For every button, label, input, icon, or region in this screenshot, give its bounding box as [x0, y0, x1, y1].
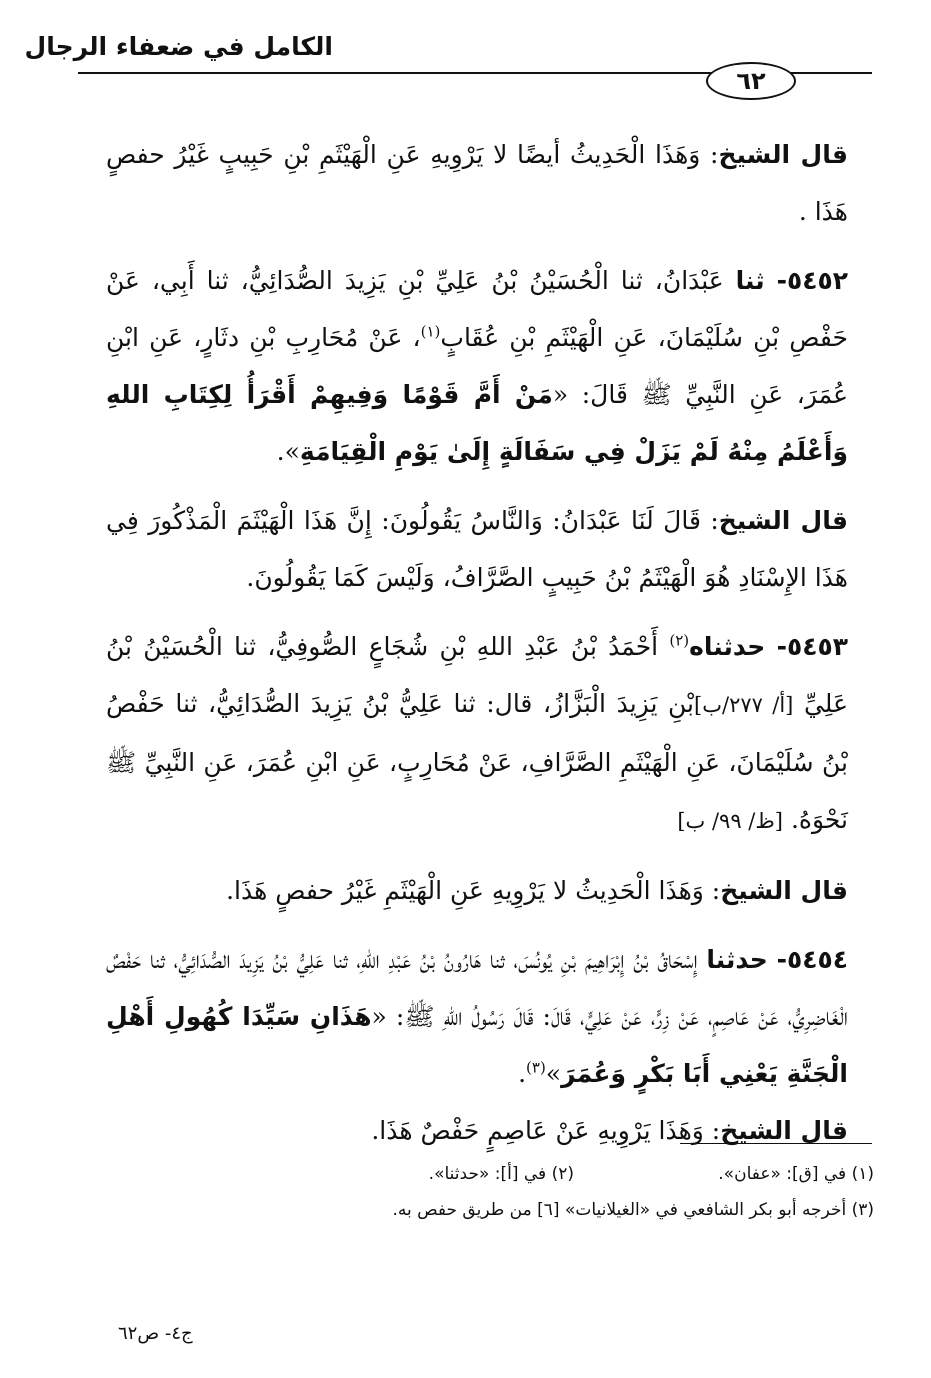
paragraph-text: : وَهَذَا الْحَدِيثُ لا يَرْوِيهِ عَنِ الْهَيْثَمِ غَيْرُ حفصٍ هَذَا. — [226, 876, 721, 905]
hadith-number: ٥٤٥٢- — [776, 266, 848, 295]
footnote-separator — [680, 1143, 872, 1144]
footnote-2: (٢) في [أ]: «حدثنا». — [428, 1164, 574, 1184]
hadith-matn: هَذَانِ سَيِّدَا كُهُولِ أَهْلِ الْجَنَّةِ يَعْنِي أَبَا بَكْرٍ وَعُمَرَ — [106, 1002, 848, 1088]
paragraph-text: : وَهَذَا الْحَدِيثُ أيضًا لا يَرْوِيهِ عَنِ الْهَيْثَمِ بْنِ حَبِيبٍ غَيْرُ حفصٍ هَذَا . — [106, 140, 848, 226]
isnad-text: أَحْمَدُ بْنُ عَبْدِ اللهِ بْنِ شُجَاعٍ الصُّوفِيُّ، ثنا الْحُسَيْنُ بْنُ عَلِيِّ — [106, 632, 848, 718]
closing-quote: ». — [276, 437, 300, 466]
speaker-label: قال الشيخ — [720, 876, 848, 905]
footnote-mark-1: (١) — [420, 322, 441, 341]
isnad-text-cont: ، عَنْ مُحَارِبِ بْنِ دثَارٍ، عَنِ ابْنِ عُمَرَ، عَنِ النَّبِيِّ ﷺ قَالَ: « — [106, 323, 848, 409]
paragraph-7 — [106, 1102, 848, 1159]
paragraph-hadith-5452 — [106, 252, 848, 480]
volume-page-marker: ج٤- ص٦٢ — [118, 1323, 193, 1344]
paragraph-text: : قَالَ لَنَا عَبْدَانُ: وَالنَّاسُ يَقُولُونَ: إِنَّ هَذَا الْهَيْثَمَ الْمَذْكُورَ فِي هَذَا الإِسْنَادِ هُوَ الْهَيْثَمُ بْنُ حَبِيبٍ الصَّرَّافُ، وَلَيْسَ كَمَا يَقُولُونَ. — [106, 506, 848, 592]
paragraph-3 — [106, 492, 848, 606]
hadith-number: ٥٤٥٤- — [776, 945, 848, 974]
hadith-matn: مَنْ أَمَّ قَوْمًا وَفِيهِمْ أَقْرَأُ لِكِتَابِ اللهِ وَأَعْلَمُ مِنْهُ لَمْ يَزَلْ فِي سَفَالَةٍ إِلَىٰ يَوْمِ الْقِيَامَةِ — [106, 380, 848, 466]
speaker-label: قال الشيخ — [720, 1116, 848, 1145]
manuscript-folio-ref-2: [ظ/ ٩٩/ ب] — [677, 809, 783, 833]
isnad-text: عَبْدَانُ، ثنا الْحُسَيْنُ بْنُ عَلِيِّ بْنِ يَزِيدَ الصُّدَائِيُّ، ثنا أَبِي، عَنْ حَفْصِ بْنِ سُلَيْمَانَ، عَنِ الْهَيْثَمِ بْنِ عُقَابٍ — [106, 266, 848, 352]
body-text — [106, 126, 848, 1159]
hadith-number: ٥٤٥٣- — [776, 632, 848, 661]
manuscript-folio-ref: [أ/ ٢٧٧/ب] — [694, 693, 794, 717]
speaker-label: قال الشيخ — [718, 140, 848, 169]
page-number: ٦٢ — [706, 62, 796, 100]
running-title: الكامل في ضعفاء الرجال — [24, 32, 333, 61]
paragraph-hadith-5453 — [106, 618, 848, 850]
isnad-text-cont: بْنِ يَزِيدَ الْبَزَّازُ، قال: ثنا عَلِيُّ بْنُ يَزِيدَ الصُّدَائِيُّ، ثنا حَفْصُ بْنُ سُلَيْمَانَ، عَنِ الْهَيْثَمِ الصَّرَّافِ، عَنْ مُحَارِبٍ، عَنِ ابْنِ عُمَرَ، عَنِ النَّبِيِّ ﷺ نَحْوَهُ. — [106, 689, 848, 834]
footnote-mark-2: (٢) — [669, 631, 690, 650]
speaker-label: قال الشيخ — [718, 506, 848, 535]
footnote-3: (٣) أخرجه أبو بكر الشافعي في «الغيلانيات» [٦] من طريق حفص به. — [392, 1200, 874, 1220]
period: . — [518, 1059, 527, 1088]
paragraph-5 — [106, 862, 848, 919]
footnotes-row — [300, 1156, 874, 1192]
paragraph-text: : وَهَذَا يَرْوِيهِ عَنْ عَاصِمٍ حَفْصٌ هَذَا. — [371, 1116, 721, 1145]
isnad-text: إِسْحَاقُ بْنُ إِبْرَاهِيمَ بْنِ يُونُسَ، ثنا هَارُونُ بْنُ عَبْدِ اللهِ، ثنا عَلِيُّ بْنُ يَزِيدَ الصُّدَائِيُّ، ثنا حَفْصٌ الْغَاضِرِيُّ، عَنْ عَاصِمٍ، عَنْ زِرٍّ، عَنْ عَلِيٍّ، قَالَ: قَالَ رَسُولُ اللهِ ﷺ: « — [106, 945, 848, 1031]
paragraph-hadith-5454 — [106, 931, 848, 1102]
closing-quote: » — [545, 1059, 562, 1088]
footnotes — [300, 1156, 874, 1228]
narration-label: حدثناه — [689, 632, 766, 661]
paragraph-1 — [106, 126, 848, 240]
footnote-1: (١) في [ق]: «عفان». — [718, 1164, 874, 1184]
footnote-mark-3: (٣) — [526, 1058, 546, 1077]
narration-label: ثنا — [735, 266, 765, 295]
narration-label: حدثنا — [706, 945, 768, 974]
